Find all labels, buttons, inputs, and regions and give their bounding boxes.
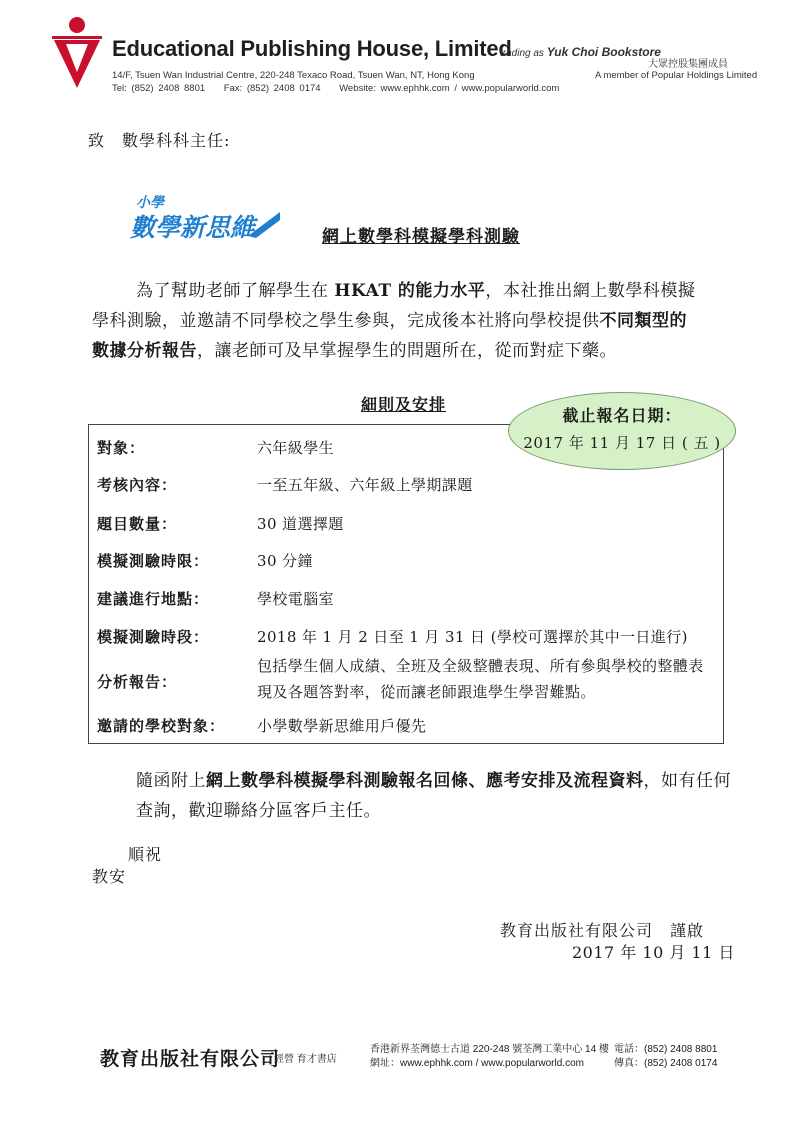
intro-paragraph: 為了幫助老師了解學生在 HKAT 的能力水平，本社推出網上數學科模擬 學科測驗，並邀請不同學校之學生參與，完成後本社將向學校提供不同類型的 數據分析報告，讓老師可及早掌握學生的問題所在，從而對症下藥。 xyxy=(92,281,696,361)
company-name-en: Educational Publishing House, Limited xyxy=(112,36,512,61)
contact-line xyxy=(112,83,559,94)
svg-text:小學: 小學 xyxy=(136,195,164,211)
deadline-date: 2017 年 11 月 17 日 ( 五 ) xyxy=(523,434,721,452)
detail-value: 一至五年級、六年級上學期課題 xyxy=(257,476,473,494)
signature-company: 教育出版社有限公司 謹啟 xyxy=(500,921,705,940)
company-address: 14/F, Tsuen Wan Industrial Centre, 220-248 Texaco Road, Tsuen Wan, NT, Hong Kong xyxy=(112,70,475,81)
company-logo-icon xyxy=(52,16,102,90)
detail-label: 題目數量： xyxy=(97,515,178,533)
fax: Fax: (852) 2408 0174 xyxy=(223,83,321,94)
letter-title: 網上數學科模擬學科測驗 xyxy=(322,227,520,247)
footer-website: 網址：www.ephhk.com / www.popularworld.com xyxy=(370,1058,584,1069)
detail-label: 模擬測驗時段： xyxy=(97,628,210,646)
salutation: 致 數學科科主任: xyxy=(88,131,231,150)
detail-value: 小學數學新思維用戶優先 xyxy=(257,717,427,735)
detail-label: 邀請的學校對象： xyxy=(97,717,226,735)
signature-date: 2017 年 10 月 11 日 xyxy=(572,943,735,962)
detail-label: 考核內容： xyxy=(97,476,178,494)
detail-value: 學校電腦室 xyxy=(257,590,335,608)
footer-phone: 電話：(852) 2408 8801 xyxy=(614,1044,718,1055)
detail-value: 30 道選擇題 xyxy=(257,515,344,533)
group-member-cn: 大眾控股集團成員 xyxy=(648,59,728,70)
footer-address: 香港新界荃灣德士古道 220-248 號荃灣工業中心 14 樓 xyxy=(370,1044,609,1055)
detail-label: 對象： xyxy=(97,439,146,457)
footer-company: 教育出版社有限公司 xyxy=(100,1049,281,1070)
footer-sub: 經營 育才書店 xyxy=(274,1054,337,1065)
greeting: 教安 xyxy=(92,867,127,886)
member-statement: A member of Popular Holdings Limited xyxy=(595,70,758,81)
trading-as: trading as Yuk Choi Bookstore xyxy=(500,45,661,59)
tel: Tel: (852) 2408 8801 xyxy=(112,83,206,94)
closing-paragraph: 隨函附上網上數學科模擬學科測驗報名回條、應考安排及流程資料，如有任何查詢，歡迎聯絡分區客戶主任。 xyxy=(136,771,731,821)
detail-label: 建議進行地點： xyxy=(97,590,210,608)
detail-value: 2018 年 1 月 2 日至 1 月 31 日 (學校可選擇於其中一日進行) xyxy=(257,628,688,646)
svg-text:數學新思維: 數學新思維 xyxy=(130,213,256,242)
regards: 順祝 xyxy=(128,845,163,864)
details-heading: 細則及安排 xyxy=(361,395,447,414)
detail-value: 30 分鐘 xyxy=(257,552,313,570)
detail-label: 模擬測驗時限： xyxy=(97,552,210,570)
product-logo-icon xyxy=(130,190,280,246)
details-table xyxy=(88,424,724,744)
deadline-label: 截止報名日期： xyxy=(562,406,682,425)
deadline-badge xyxy=(508,392,736,470)
website: Website: www.ephhk.com / www.popularworld.com xyxy=(339,83,560,94)
detail-value: 包括學生個人成績、全班及全級整體表現、所有參與學校的整體表現及各題答對率，從而讓老師跟進學生學習難點。 xyxy=(257,657,704,701)
detail-label: 分析報告： xyxy=(97,673,178,691)
detail-value: 六年級學生 xyxy=(257,439,335,457)
footer-fax: 傳真：(852) 2408 0174 xyxy=(614,1058,718,1069)
